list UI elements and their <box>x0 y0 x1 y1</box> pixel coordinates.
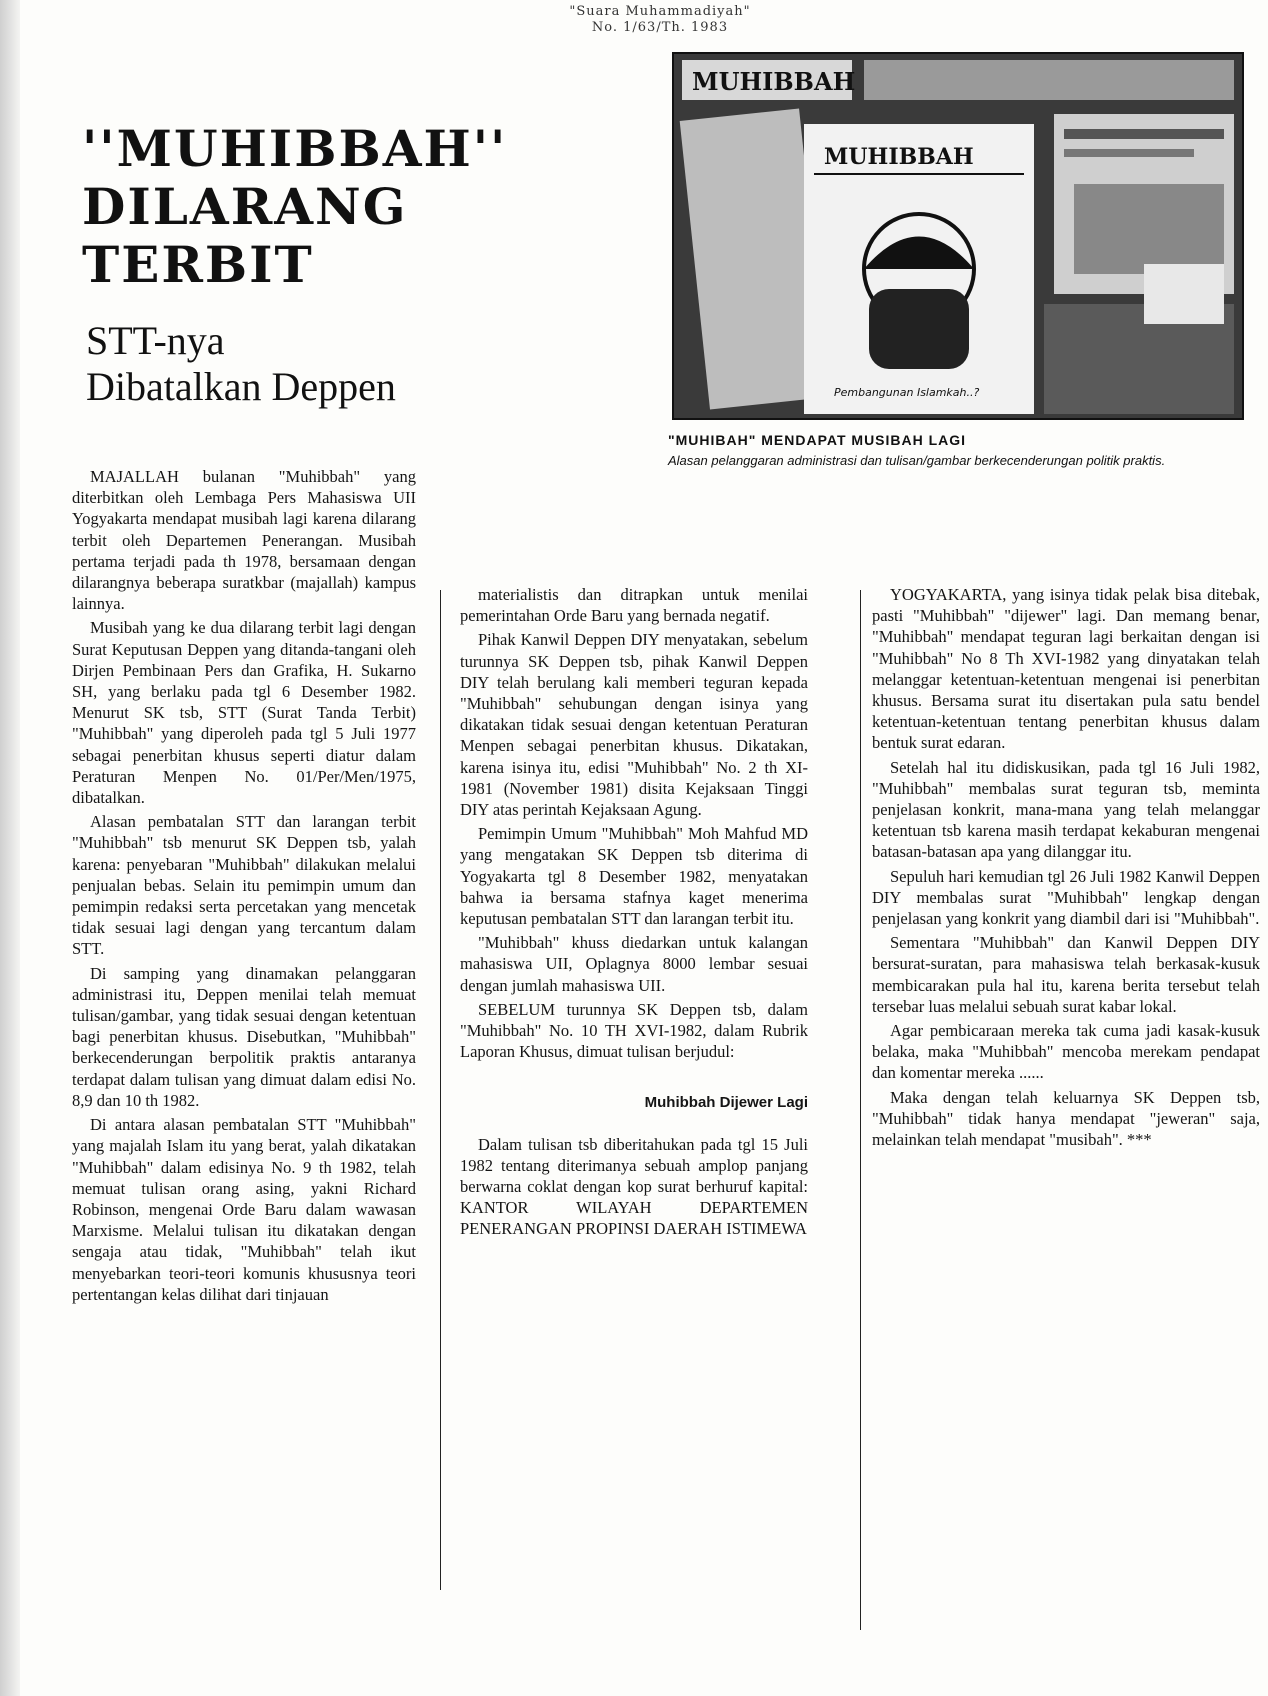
paragraph: Dalam tulisan tsb diberitahukan pada tgl 15 Juli 1982 tentang diterimanya sebuah amplop panjang berwarna coklat dengan kop surat berhuruf kapital: KANTOR WILAYAH DEPARTEMEN PENERANGAN PROPINSI DAERAH ISTIMEWA <box>460 1134 808 1239</box>
masthead-text: MUHIBBAH <box>692 67 856 96</box>
paragraph: YOGYAKARTA, yang isinya tidak pelak bisa ditebak, pasti "Muhibbah" "dijewer" lagi. Dan memang benar, "Muhibbah" mendapat teguran lagi berkaitan dengan isi "Muhibbah" No 8 Th XVI-1982 yang dinyatakan telah melanggar ketentuan-ketentuan mengenai isi penerbitan khusus. Bersama surat itu disertakan pula satu bendel ketentuan-ketentuan tentang penerbitan khusus dalam bentuk surat edaran. <box>872 585 1260 753</box>
paragraph: Setelah hal itu didiskusikan, pada tgl 16 Juli 1982, "Muhibbah" membalas surat teguran tsb, meminta penjelasan konkrit, mana-mana yang telah melanggar ketentuan tsb karena masih terdapat kekaburan mengenai batasan-batasan apa yang dilanggar itu. <box>872 757 1260 862</box>
paragraph: Sementara "Muhibbah" dan Kanwil Deppen DIY bersurat-suratan, para mahasiswa telah berkasak-kusuk membicarakan pula hal itu, karena berita tersebut telah tersebar luas melalui sebuah surat kabar lokal. <box>872 933 1260 1016</box>
cover-caption-text: Pembangunan Islamkah..? <box>834 386 980 399</box>
article-column-3 <box>872 584 1260 1153</box>
magazine-collage-image <box>674 54 1242 418</box>
publication-source <box>530 4 790 36</box>
subheadline-line-2: Dibatalkan Deppen <box>86 364 396 409</box>
paragraph: Pihak Kanwil Deppen DIY menyatakan, sebelum turunnya SK Deppen tsb, pihak Kanwil Deppen DIY telah berulang kali memberi teguran kepada "Muhibbah" sehubungan dengan isinya yang dikatakan tidak sesuai dengan ketentuan Peraturan Menpen sebagai penerbitan khusus. Dikatakan, karena isinya itu, edisi "Muhibbah" No. 2 th XI-1981 (November 1981) disita Kejaksaan Tinggi DIY atas perintah Kejaksaan Agung. <box>460 630 808 820</box>
section-subtitle: Muhibbah Dijewer Lagi <box>644 1094 808 1112</box>
paragraph: Maka dengan telah keluarnya SK Deppen tsb, "Muhibbah" tidak hanya mendapat "jeweran" saja, melainkan telah mendapat "musibah". *** <box>872 1087 1260 1150</box>
column-divider <box>440 590 441 1590</box>
photo-caption-text: Alasan pelanggaran administrasi dan tulisan/gambar berkecenderungan politik praktis. <box>668 453 1166 468</box>
article-column-2 <box>460 584 808 1243</box>
subheadline-line-1: STT-nya <box>86 318 225 363</box>
paragraph: Di antara alasan pembatalan STT "Muhibbah" yang majalah Islam itu yang berat, yalah dikatakan "Muhibbah" dalam edisinya No. 9 th 1982, telah memuat tulisan orang asing, yakni Richard Robinson, mengenai Orde Baru dalam wawasan Marxisme. Melalui tulisan itu dikatakan dengan sengaja atau tidak, "Muhibbah" telah ikut menyebarkan teori-teori komunis khususnya teori pertentangan kelas dilihat dari tinjauan <box>72 1115 416 1304</box>
article-column-1 <box>72 466 416 1308</box>
paragraph: "Muhibbah" khuss diedarkan untuk kalangan mahasiswa UII, Oplagnya 8000 lembar sesuai dengan jumlah mahasiswa UII. <box>460 933 808 995</box>
cover-title-text: MUHIBBAH <box>824 144 974 170</box>
news-photo <box>672 52 1244 420</box>
headline-line-1: ''MUHIBBAH'' <box>82 119 508 178</box>
scan-edge-shadow <box>0 0 20 1696</box>
column-divider <box>860 590 861 1630</box>
paragraph: SEBELUM turunnya SK Deppen tsb, dalam "Muhibbah" No. 10 TH XVI-1982, dalam Rubrik Laporan Khusus, dimuat tulisan berjudul: <box>460 999 808 1062</box>
headline-line-3: TERBIT <box>82 235 314 294</box>
paragraph: materialistis dan ditrapkan untuk menilai pemerintahan Orde Baru yang bernada negatif. <box>460 585 808 626</box>
headline-line-2: DILARANG <box>82 177 408 236</box>
photo-caption-title: "MUHIBAH" MENDAPAT MUSIBAH LAGI <box>668 432 967 448</box>
paragraph: Pemimpin Umum "Muhibbah" Moh Mahfud MD yang mengatakan SK Deppen tsb diterima di Yogyakarta tgl 8 Desember 1982, menyatakan bahwa ia bersama stafnya kaget menerima keputusan pembatalan STT dan larangan terbit itu. <box>460 824 808 929</box>
paragraph: Musibah yang ke dua dilarang terbit lagi dengan Surat Keputusan Deppen yang ditanda-tangani oleh Dirjen Pembinaan Pers dan Grafika, H. Sukarno SH, yang berlaku pada tgl 6 Desember 1982. Menurut SK tsb, STT (Surat Tanda Terbit) "Muhibbah" yang diperoleh pada tgl 5 Juli 1977 sebagai penerbitan khusus seperti diatur dalam Peraturan Menpen No. 01/Per/Men/1975, dibatalkan. <box>72 618 416 808</box>
paragraph: Di samping yang dinamakan pelanggaran administrasi itu, Deppen menilai telah memuat tulisan/gambar, yang tidak sesuai dengan ketentuan bagi penerbitan khusus. Disebutkan, "Muhibbah" berkecenderungan berpolitik praktis antaranya terdapat dalam tulisan yang dimuat dalam edisi No. 8,9 dan 10 th 1982. <box>72 963 416 1110</box>
paragraph: Agar pembicaraan mereka tak cuma jadi kasak-kusuk belaka, maka "Muhibbah" mencoba merekam pendapat dan komentar mereka ...... <box>872 1021 1260 1083</box>
paragraph: Alasan pembatalan STT dan larangan terbit "Muhibbah" tsb menurut SK Deppen tsb, yalah karena: penyebaran "Muhibbah" dilakukan melalui penjualan bebas. Selain itu pemimpin umum dan pemimpin redaksi serta percetakan yang mencetak tidak sesuai lagi dengan yang tercantum dalam STT. <box>72 812 416 959</box>
source-issue: No. 1/63/Th. 1983 <box>591 20 729 35</box>
subheadline <box>86 318 566 410</box>
paragraph: Sepuluh hari kemudian tgl 26 Juli 1982 Kanwil Deppen DIY membalas surat "Muhibbah" lengkap dengan penjelasan yang konkrit yang diambil dari isi "Muhibbah". <box>872 866 1260 929</box>
paragraph: MAJALLAH bulanan "Muhibbah" yang diterbitkan oleh Lembaga Pers Mahasiswa UII Yogyakarta mendapat musibah lagi karena dilarang terbit oleh Departemen Penerangan. Musibah pertama terjadi pada th 1978, bersamaan dengan dilarangnya beberapa suratkbar (majallah) kampus lainnya. <box>72 467 416 614</box>
headline <box>82 120 552 294</box>
source-name: "Suara Muhammadiyah" <box>569 4 751 19</box>
